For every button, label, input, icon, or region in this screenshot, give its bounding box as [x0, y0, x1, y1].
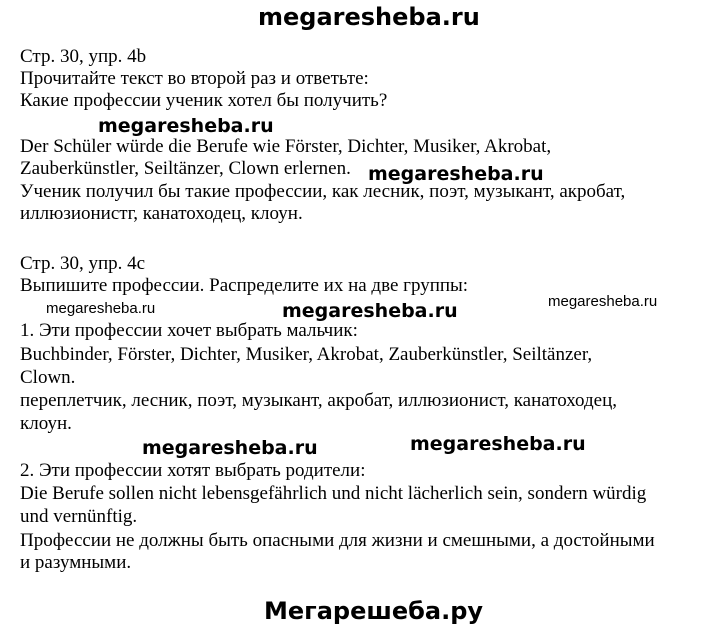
- group2-de-line2: und vernünftig.: [20, 506, 138, 527]
- group1-title: 1. Эти профессии хочет выбрать мальчик:: [20, 320, 358, 341]
- group1-ru-line2: клоун.: [20, 413, 72, 434]
- group2-title: 2. Эти профессии хотят выбрать родители:: [20, 460, 366, 481]
- group1-ru-line1: переплетчик, лесник, поэт, музыкант, акробат, иллюзионист, канатоходец,: [20, 390, 618, 411]
- footer-site-title: Мегарешеба.ру: [264, 597, 484, 625]
- task-4b-line2: Какие профессии ученик хотел бы получить?: [20, 90, 388, 111]
- group2-ru-line2: и разумными.: [20, 552, 132, 573]
- answer-4b-de-line2: Zauberkünstler, Seiltänzer, Clown erlernen.: [20, 158, 351, 179]
- watermark: megaresheba.ru: [46, 300, 156, 317]
- header-site-title: megaresheba.ru: [258, 3, 480, 31]
- group2-ru-line1: Профессии не должны быть опасными для жизни и смешными, а достойными: [20, 530, 655, 551]
- answer-4b-ru-line2: иллюзионистг, канатоходец, клоун.: [20, 203, 303, 224]
- answer-4b-de-line1: Der Schüler würde die Berufe wie Förster, Dichter, Musiker, Akrobat,: [20, 136, 552, 157]
- watermark: megaresheba.ru: [368, 163, 544, 185]
- group2-de-line1: Die Berufe sollen nicht lebensgefährlich und nicht lächerlich sein, sondern würdig: [20, 483, 647, 504]
- task-4b-line1: Прочитайте текст во второй раз и ответьте:: [20, 68, 369, 89]
- task-4c: Выпишите профессии. Распределите их на две группы:: [20, 275, 469, 296]
- ref-4c: Стр. 30, упр. 4c: [20, 253, 146, 274]
- watermark: megaresheba.ru: [282, 300, 458, 322]
- watermark: megaresheba.ru: [142, 437, 318, 459]
- watermark: megaresheba.ru: [548, 293, 658, 310]
- watermark: megaresheba.ru: [410, 433, 586, 455]
- watermark: megaresheba.ru: [98, 115, 274, 137]
- answer-4b-ru-line1: Ученик получил бы такие профессии, как лесник, поэт, музыкант, акробат,: [20, 181, 626, 202]
- ref-4b: Стр. 30, упр. 4b: [20, 46, 147, 67]
- group1-de-line2: Clown.: [20, 367, 76, 388]
- group1-de-line1: Buchbinder, Förster, Dichter, Musiker, Akrobat, Zauberkünstler, Seiltänzer,: [20, 344, 593, 365]
